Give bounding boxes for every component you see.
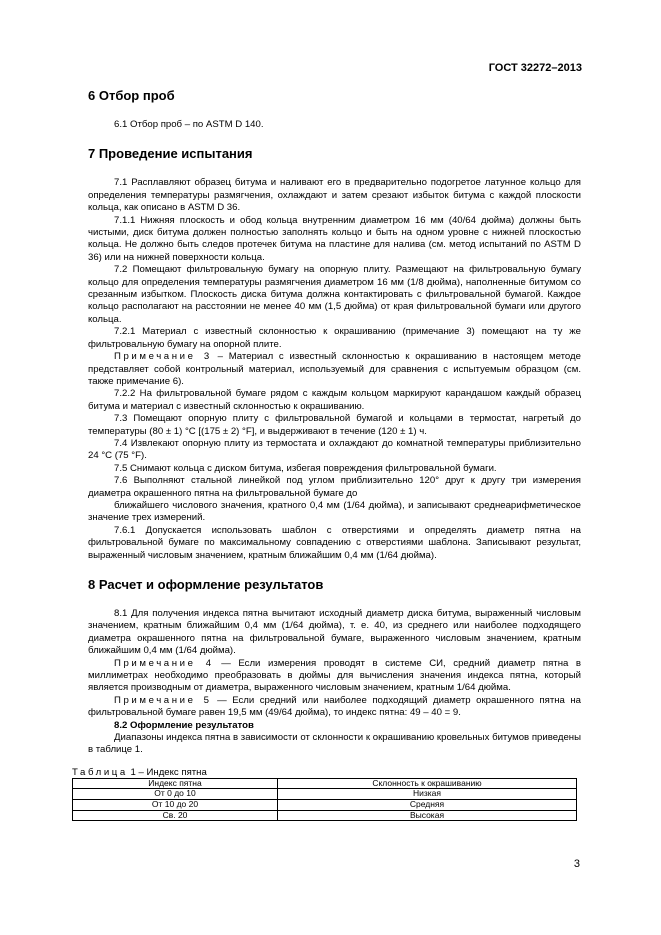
paragraph-8-1: 8.1 Для получения индекса пятна вычитают исходный диаметр диска битума, выраженный числовым значением, кратным ближайшим 0,4 мм (1/64 дюйма), т. е. 40, из среднего или наиболее подходящего диаметра окрашенного пятна на фильтровальной бумаге, выраженного числовым значением, кратным ближайшим 0,4 мм (1/64 дюйма). (88, 608, 581, 657)
note-3-label: Примечание 3 (114, 351, 212, 363)
table-row (73, 810, 577, 821)
page-number: 3 (573, 858, 580, 870)
note-4 (88, 658, 581, 695)
note-3 (88, 351, 581, 388)
table-cell-index: От 10 до 20 (73, 800, 278, 811)
paragraph-7-5: 7.5 Снимают кольца с диском битума, избегая повреждения фильтровальной бумаги. (114, 462, 497, 474)
paragraph-7-2-2: 7.2.2 На фильтровальной бумаге рядом с каждым кольцом маркируют карандашом каждый образец битума и материал с известный склонностью к окрашиванию. (88, 388, 581, 412)
table-cell-tendency: Высокая (278, 810, 577, 821)
note-5-label: Примечание 5 (114, 694, 212, 706)
section-7-title: 7 Проведение испытания (88, 146, 253, 162)
paragraph-7-2: 7.2 Помещают фильтровальную бумагу на опорную плиту. Размещают на фильтровальную бумагу кольцо для определения температуры размягчения диаметром 16 мм (1/8 дюйма), наполненные битумом со срезанным избытком. Плоскость диска битума должна контактировать с фильтровальной бумагой. Каждое кольцо располагают на расстоянии не менее 40 мм (1,5 дюйма) от края фильтровальной бумаги или другого кольца. (88, 264, 581, 325)
note-4-text: — Если измерения проводят в системе СИ, средний диаметр пятна в миллиметрах необходимо преобразовать в дюймы для вычисления значения индекса пятна, который является производным от диаметра, выраженного числовым значением, кратным 1/64 дюйма. (88, 657, 582, 694)
table-cell-index: Св. 20 (73, 810, 278, 821)
table-cell-index: От 0 до 10 (73, 789, 278, 800)
paragraph-8-2: Диапазоны индекса пятна в зависимости от склонности к окрашиванию кровельных битумов приведены в таблице 1. (88, 732, 581, 756)
table-cell-tendency: Низкая (278, 789, 577, 800)
paragraph-7-4: 7.4 Извлекают опорную плиту из термостата и охлаждают до комнатной температуры приблизительно 24 °С (75 °F). (88, 437, 581, 462)
note-5 (88, 695, 581, 720)
table-header-index: Индекс пятна (73, 778, 278, 789)
document-standard-number: ГОСТ 32272–2013 (488, 62, 582, 74)
table-cell-tendency: Средняя (278, 800, 577, 811)
note-4-label: Примечание 4 (114, 657, 214, 669)
table-caption (72, 767, 581, 778)
table-caption-text: 1 – Индекс пятна (127, 766, 207, 778)
paragraph-7-1: 7.1 Расплавляют образец битума и наливают его в предварительно подогретое латунное кольцо для определения температуры размягчения, охлаждают и затем срезают избыток битума с каждой плоскости кольца, как описано в ASTM D 36. (88, 177, 581, 214)
table-row (73, 789, 577, 800)
note-5-text: — Если средний или наиболее подходящий диаметр окрашенного пятна на фильтровальной бумаге равен 19,5 мм (49/64 дюйма), то индекс пятна: 49 – 40 = 9. (88, 694, 581, 719)
paragraph-7-6-1: 7.6.1 Допускается использовать шаблон с отверстиями и определять диаметр пятна на фильтровальной бумаге по максимальному совпадению с отверстиями шаблона. Записывают результат, выраженный числовым значением, кратным ближайшим 0,4 мм (1/64 дюйма). (88, 524, 581, 561)
note-3-text: – Материал с известный склонностью к окрашиванию в настоящем методе представляет собой контрольный материал, используемый для сравнения с испытуемым образцом (см. также примечание 6). (88, 351, 581, 387)
table-header-row (73, 778, 577, 789)
page-content (72, 88, 582, 821)
section-6-title: 6 Отбор проб (88, 88, 175, 103)
table-header-tendency: Склонность к окрашиванию (278, 778, 577, 789)
paragraph-7-3: 7.3 Помещают опорную плиту с фильтровальной бумагой и кольцами в термостат, нагретый до температуры (80 ± 1) °С [(175 ± 2) °F], и выдерживают в течение (120 ± 1) ч. (88, 413, 581, 437)
paragraph-7-1-1: 7.1.1 Нижняя плоскость и обод кольца внутренним диаметром 16 мм (40/64 дюйма) должны быть чистыми, диск битума должен полностью заполнять кольцо и быть на одном уровне с нижней плоскостью кольца. Не должно быть следов протечек битума на пластине для налива (см. метод испытаний по ASTM D 36) или на нижней поверхности кольца. (88, 214, 581, 263)
stain-index-table (72, 778, 577, 821)
subsection-8-2-title: 8.2 Оформление результатов (114, 719, 254, 731)
paragraph-7-2-1: 7.2.1 Материал с известный склонностью к окрашиванию (примечание 3) помещают на ту же фильтровальную бумагу на опорной плите. (88, 326, 581, 350)
paragraph-7-6-part-2: ближайшего числового значения, кратного 0,4 мм (1/64 дюйма), и записывают среднеарифметическое значение трех измерений. (88, 499, 581, 524)
paragraph-6-1: 6.1 Отбор проб – по ASTM D 140. (114, 119, 264, 130)
table-row (73, 800, 577, 811)
paragraph-7-6-part-1: 7.6 Выполняют стальной линейкой под углом приблизительно 120° друг к другу три измерения диаметра окрашенного пятна на фильтровальной бумаге до (88, 475, 581, 499)
section-8-title: 8 Расчет и оформление результатов (88, 577, 324, 592)
table-caption-label: Таблица (72, 766, 128, 778)
